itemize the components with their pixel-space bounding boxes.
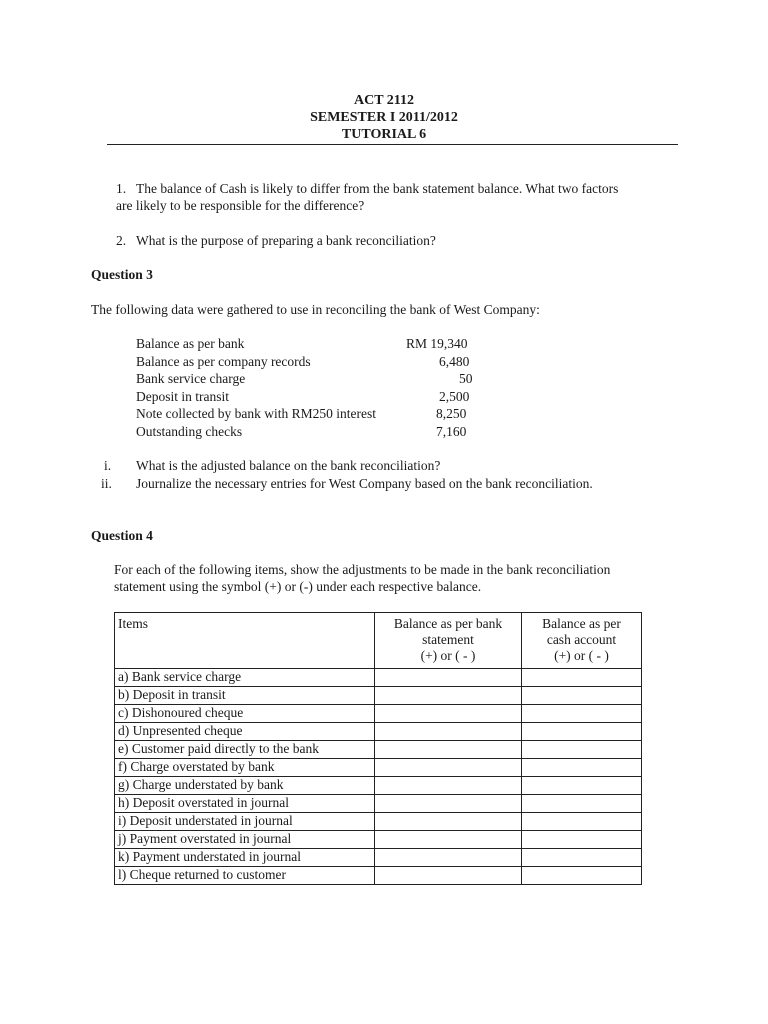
item-cell: b) Deposit in transit [115, 687, 375, 705]
table-row [115, 759, 642, 777]
table-row [115, 705, 642, 723]
q3-item-label: Note collected by bank with RM250 interest [136, 406, 376, 421]
table-row [115, 813, 642, 831]
table-row [115, 687, 642, 705]
q3-item-value: 7,160 [436, 423, 467, 439]
question-2-text: What is the purpose of preparing a bank reconciliation? [136, 233, 436, 248]
bank-adjustment-cell [375, 741, 522, 759]
table-row [115, 849, 642, 867]
cash-adjustment-cell [522, 759, 642, 777]
question-1-line-1: The balance of Cash is likely to differ from the bank statement balance. What two factors [136, 181, 619, 196]
item-cell: a) Bank service charge [115, 669, 375, 687]
bank-adjustment-cell [375, 669, 522, 687]
q3-sub-number: i. [104, 458, 112, 473]
header-line: cash account [546, 632, 617, 647]
item-cell: j) Payment overstated in journal [115, 831, 375, 849]
header-line: (+) or ( - ) [420, 648, 476, 663]
q3-item-label: Balance as per bank [136, 336, 245, 351]
q3-sub-text: What is the adjusted balance on the bank reconciliation? [136, 458, 441, 473]
q3-item-value: RM 19,340 [406, 336, 468, 351]
table-row [115, 741, 642, 759]
bank-adjustment-cell [375, 687, 522, 705]
cash-adjustment-cell [522, 705, 642, 723]
item-cell: g) Charge understated by bank [115, 777, 375, 795]
table-row [115, 795, 642, 813]
item-cell: i) Deposit understated in journal [115, 813, 375, 831]
cash-adjustment-cell [522, 723, 642, 741]
bank-adjustment-cell [375, 777, 522, 795]
table-row [115, 723, 642, 741]
tutorial-title: TUTORIAL 6 [341, 127, 427, 142]
adjustments-table [114, 612, 642, 885]
q3-item-label: Bank service charge [136, 371, 246, 386]
bank-statement-column-header [375, 613, 522, 669]
course-code: ACT 2112 [353, 93, 415, 108]
question-2-number: 2. [116, 233, 127, 248]
bank-adjustment-cell [375, 867, 522, 885]
q3-item-label: Balance as per company records [136, 353, 311, 369]
q3-item-value: 6,480 [439, 353, 470, 369]
bank-adjustment-cell [375, 759, 522, 777]
question-4-title: Question 4 [91, 528, 153, 543]
semester-title: SEMESTER I 2011/2012 [310, 110, 458, 125]
header-divider [107, 144, 678, 145]
table-header-row [115, 613, 642, 669]
item-cell: l) Cheque returned to customer [115, 867, 375, 885]
bank-adjustment-cell [375, 831, 522, 849]
item-cell: k) Payment understated in journal [115, 849, 375, 867]
cash-adjustment-cell [522, 867, 642, 885]
item-cell: c) Dishonoured cheque [115, 705, 375, 723]
question-3-title: Question 3 [91, 267, 153, 282]
q3-item-value: 8,250 [436, 406, 467, 421]
q3-sub-text: Journalize the necessary entries for West Company based on the bank reconciliation. [136, 475, 593, 491]
item-cell: h) Deposit overstated in journal [115, 795, 375, 813]
cash-account-column-header [522, 613, 642, 669]
question-4-line-2: statement using the symbol (+) or (-) under each respective balance. [114, 579, 482, 594]
cash-adjustment-cell [522, 687, 642, 705]
table-row [115, 777, 642, 795]
cash-adjustment-cell [522, 849, 642, 867]
bank-adjustment-cell [375, 849, 522, 867]
header-line: statement [422, 632, 474, 647]
cash-adjustment-cell [522, 831, 642, 849]
item-cell: f) Charge overstated by bank [115, 759, 375, 777]
question-3-intro: The following data were gathered to use in reconciling the bank of West Company: [91, 302, 540, 317]
bank-adjustment-cell [375, 795, 522, 813]
question-1-number: 1. [116, 181, 127, 196]
table-row [115, 867, 642, 885]
q3-item-label: Deposit in transit [136, 388, 229, 404]
header-line: Balance as per [542, 616, 621, 631]
bank-adjustment-cell [375, 705, 522, 723]
table-row [115, 669, 642, 687]
bank-adjustment-cell [375, 723, 522, 741]
cash-adjustment-cell [522, 741, 642, 759]
cash-adjustment-cell [522, 669, 642, 687]
q3-item-label: Outstanding checks [136, 423, 243, 439]
q3-sub-number: ii. [101, 475, 112, 491]
item-cell: e) Customer paid directly to the bank [115, 741, 375, 759]
item-cell: d) Unpresented cheque [115, 723, 375, 741]
bank-adjustment-cell [375, 813, 522, 831]
header-line: (+) or ( - ) [554, 648, 609, 663]
cash-adjustment-cell [522, 777, 642, 795]
question-1-line-2: are likely to be responsible for the difference? [116, 198, 365, 213]
table-row [115, 831, 642, 849]
cash-adjustment-cell [522, 795, 642, 813]
header-line: Balance as per bank [393, 616, 503, 631]
q3-item-value: 50 [459, 371, 473, 386]
items-column-header: Items [115, 613, 375, 669]
question-4-line-1: For each of the following items, show the adjustments to be made in the bank reconciliation [114, 562, 611, 577]
cash-adjustment-cell [522, 813, 642, 831]
q3-item-value: 2,500 [439, 388, 470, 404]
